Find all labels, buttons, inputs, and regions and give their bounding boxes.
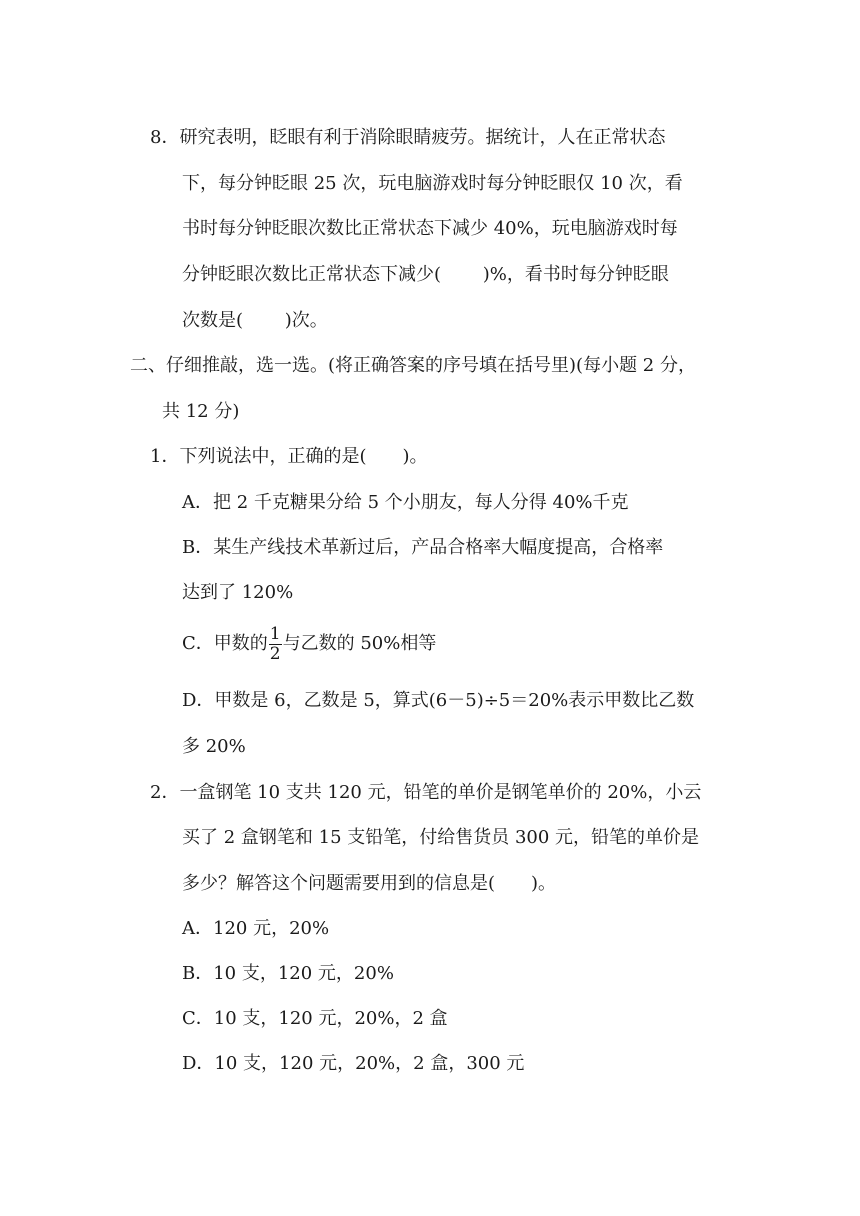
q8-line-4: 分钟眨眼次数比正常状态下减少( )%，看书时每分钟眨眼 xyxy=(182,264,669,285)
fraction-numerator: 1 xyxy=(269,623,281,644)
q2-stem-line-3: 多少？解答这个问题需要用到的信息是( )。 xyxy=(182,873,557,894)
q1-option-c-prefix: C．甲数的 xyxy=(182,633,268,654)
section-2-heading-line-1: 二、仔细推敲，选一选。(将正确答案的序号填在括号里)(每小题 2 分， xyxy=(130,355,696,376)
q8-line-3: 书时每分钟眨眼次数比正常状态下减少 40%，玩电脑游戏时每 xyxy=(182,218,678,239)
q8-line-5: 次数是( )次。 xyxy=(182,310,328,331)
q1-option-b-line-1: B．某生产线技术革新过后，产品合格率大幅度提高，合格率 xyxy=(182,537,664,558)
q2-option-b: B．10 支，120 元，20% xyxy=(182,963,394,984)
q8-line-2: 下，每分钟眨眼 25 次，玩电脑游戏时每分钟眨眼仅 10 次，看 xyxy=(182,173,683,194)
q2-option-c: C．10 支，120 元，20%，2 盒 xyxy=(182,1008,448,1029)
fraction-denominator: 2 xyxy=(269,643,281,664)
q1-option-b-line-2: 达到了 120% xyxy=(182,582,294,603)
fraction-one-half xyxy=(269,625,282,664)
q8-line-1: 8．研究表明，眨眼有利于消除眼睛疲劳。据统计，人在正常状态 xyxy=(150,127,666,148)
q1-option-c-suffix: 与乙数的 50%相等 xyxy=(282,633,437,654)
q1-stem: 1．下列说法中，正确的是( )。 xyxy=(150,446,428,467)
q1-option-d-line-1: D．甲数是 6，乙数是 5，算式(6－5)÷5＝20%表示甲数比乙数 xyxy=(182,690,695,711)
q2-option-d: D．10 支，120 元，20%，2 盒，300 元 xyxy=(182,1053,525,1074)
q2-stem-line-2: 买了 2 盒钢笔和 15 支铅笔，付给售货员 300 元，铅笔的单价是 xyxy=(182,827,700,848)
q1-option-a: A．把 2 千克糖果分给 5 个小朋友，每人分得 40%千克 xyxy=(182,492,629,513)
q1-option-c xyxy=(182,624,436,664)
q2-stem-line-1: 2．一盒钢笔 10 支共 120 元，铅笔的单价是钢笔单价的 20%，小云 xyxy=(150,782,702,803)
q2-option-a: A．120 元，20% xyxy=(182,918,330,939)
q1-option-d-line-2: 多 20% xyxy=(182,736,246,757)
section-2-heading-line-2: 共 12 分) xyxy=(162,401,240,422)
